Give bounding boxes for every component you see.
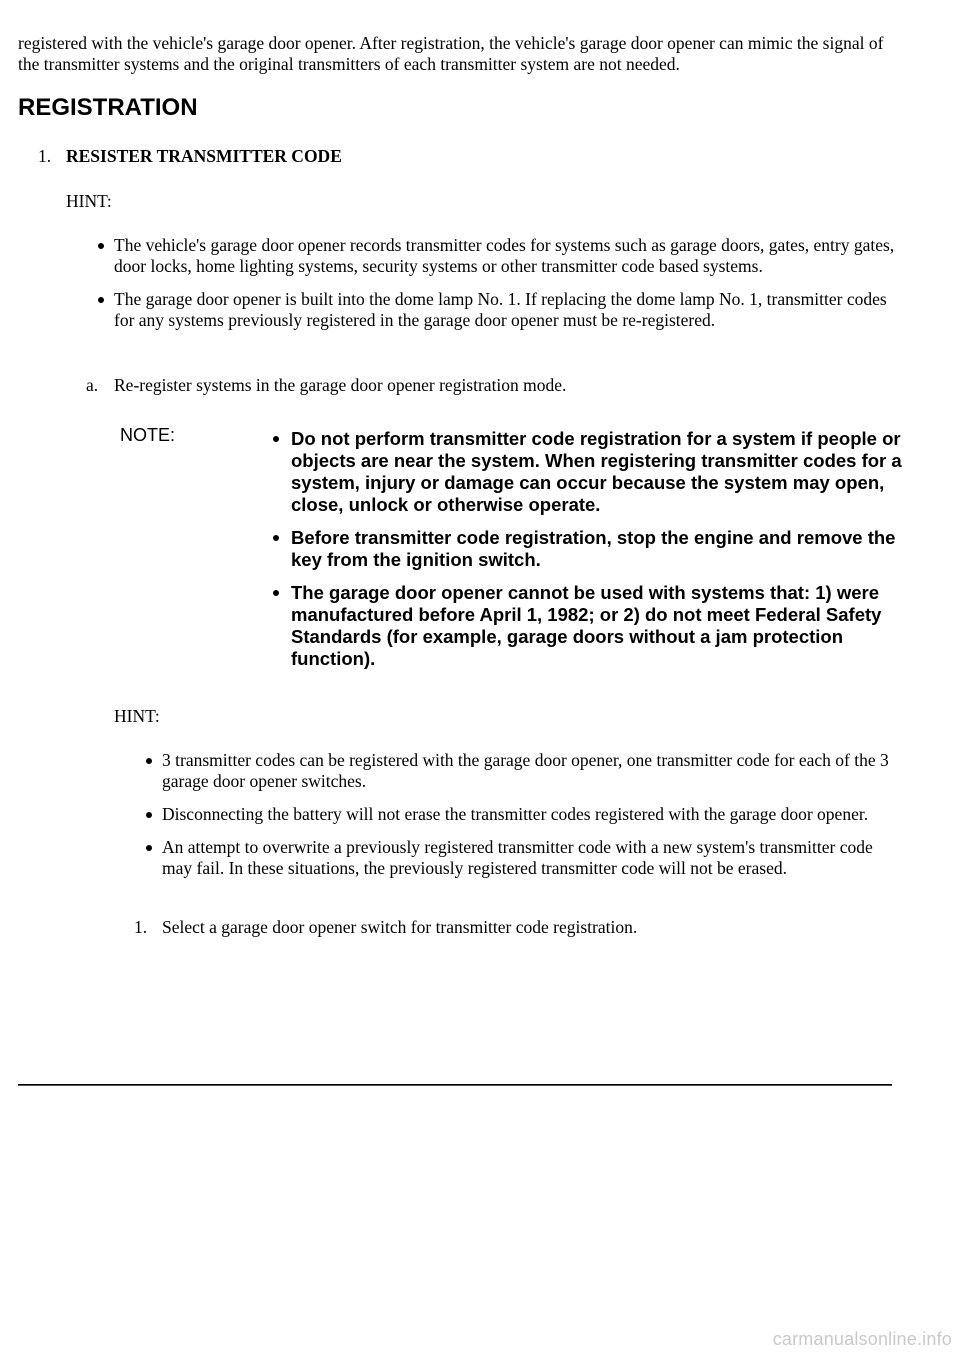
hint-label: HINT: (66, 191, 112, 211)
step-title: RESISTER TRANSMITTER CODE (66, 146, 342, 166)
substep-label: 1. (134, 917, 148, 937)
substep-1 (134, 917, 637, 938)
bullet-icon (146, 845, 152, 851)
hint-text: 3 transmitter codes can be registered with the garage door opener, one transmitter code for each of the 3 garage door opener switches. (162, 750, 889, 791)
hint-list (162, 750, 892, 879)
list-item (270, 428, 910, 516)
hint-text: The vehicle's garage door opener records transmitter codes for systems such as garage doors, gates, entry gates, door locks, home lighting systems, security systems or other transmitter code based systems. (114, 235, 895, 276)
section-heading: REGISTRATION (18, 94, 198, 121)
hint-text: The garage door opener is built into the dome lamp No. 1. If replacing the dome lamp No. 1, transmitter codes for any systems previously registered in the garage door opener must be re-registered. (114, 289, 887, 330)
list-item (270, 582, 910, 670)
bullet-icon (98, 297, 104, 303)
bullet-icon (273, 535, 279, 541)
substep-label: a. (86, 375, 99, 395)
list-item (162, 837, 892, 879)
watermark-logo: carmanualsonline.info (772, 1329, 952, 1349)
bullet-icon (146, 758, 152, 764)
list-item (162, 750, 892, 792)
substep-text: Select a garage door opener switch for transmitter code registration. (162, 917, 638, 937)
hint-text: Disconnecting the battery will not erase the transmitter codes registered with the garage door opener. (162, 804, 869, 824)
intro-paragraph: registered with the vehicle's garage door opener. After registration, the vehicle's garage door opener can mimic the signal of the transmitter systems and the original transmitters of each transmitter system are not needed. (18, 33, 884, 74)
horizontal-rule (18, 1084, 892, 1086)
list-item (270, 527, 910, 571)
hint-label: HINT: (114, 706, 160, 726)
substep-a (86, 375, 566, 396)
note-list (270, 428, 910, 681)
bullet-icon (273, 436, 279, 442)
step-heading (38, 146, 342, 167)
note-text: The garage door opener cannot be used with systems that: 1) were manufactured before April 1, 1982; or 2) do not meet Federal Safety Standards (for example, garage doors without a jam protection function). (291, 582, 882, 669)
note-text: Before transmitter code registration, stop the engine and remove the key from the ignition switch. (291, 527, 896, 570)
bullet-icon (146, 812, 152, 818)
list-item (162, 804, 892, 825)
bullet-icon (273, 590, 279, 596)
hint-text: An attempt to overwrite a previously registered transmitter code with a new system's transmitter code may fail. In these situations, the previously registered transmitter code will not be erased. (162, 837, 873, 878)
hint-list (114, 235, 898, 331)
note-text: Do not perform transmitter code registration for a system if people or objects are near the system. When registering transmitter codes for a system, injury or damage can occur because the system may open, close, unlock or otherwise operate. (291, 428, 902, 515)
list-item (114, 235, 898, 277)
substep-text: Re-register systems in the garage door opener registration mode. (114, 375, 567, 395)
note-label: NOTE: (120, 425, 176, 445)
bullet-icon (98, 243, 104, 249)
step-number: 1. (38, 146, 52, 166)
list-item (114, 289, 898, 331)
